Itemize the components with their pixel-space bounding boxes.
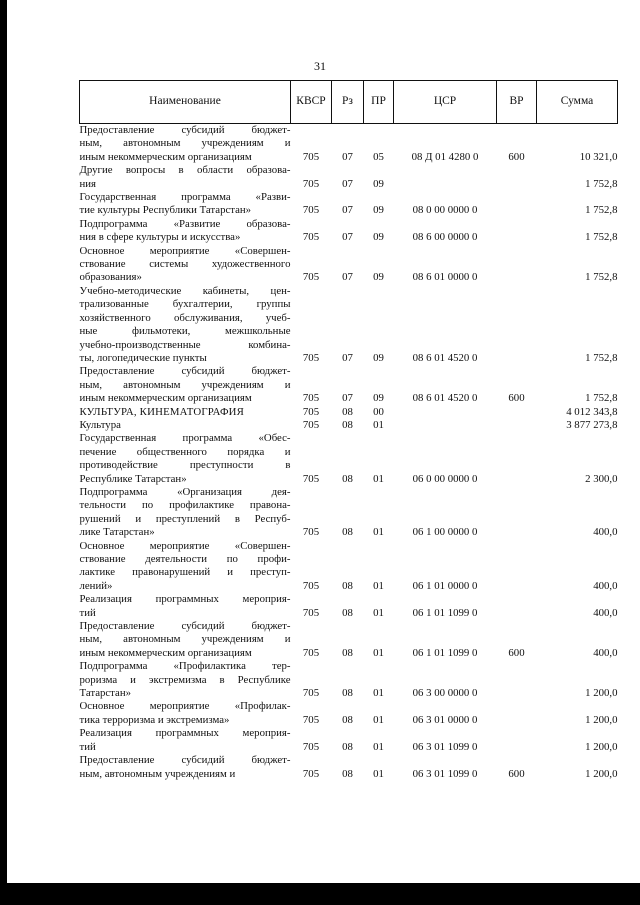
row-csr: 06 1 01 1099 0 <box>412 646 478 659</box>
row-csr: 06 3 01 1099 0 <box>412 740 478 753</box>
row-csr <box>394 406 497 419</box>
row-name-line: трализованные бухгалтерии, группы <box>79 298 291 311</box>
row-name-line: Республике Татарстан» <box>79 472 187 485</box>
row-kvsr: 705 <box>302 526 320 539</box>
row-kvsr: 705 <box>302 767 320 780</box>
page-number: 31 <box>314 59 326 73</box>
row-rz: 08 <box>342 526 353 539</box>
row-name-line: Предоставление субсидий бюджет- <box>79 124 291 136</box>
row-vr <box>497 406 537 419</box>
row-name <box>80 432 291 486</box>
row-csr: 06 3 01 1099 0 <box>412 767 478 780</box>
row-csr: 06 1 00 0000 0 <box>412 526 478 539</box>
row-name-line: ные фильмотеки, межшкольные <box>79 325 291 338</box>
row-name-line: Татарстан» <box>79 687 131 700</box>
row-csr: 08 6 01 0000 0 <box>412 271 478 284</box>
row-name-line: Государственная программа «Разви- <box>79 191 291 204</box>
row-kvsr: 705 <box>302 271 320 284</box>
table-row <box>80 593 618 620</box>
row-rz: 08 <box>342 472 353 485</box>
scan-left-edge <box>0 0 7 905</box>
row-vr <box>497 245 537 285</box>
row-name <box>80 660 291 700</box>
row-rz: 07 <box>342 231 353 244</box>
row-pr: 01 <box>373 472 384 485</box>
table-row <box>80 700 618 727</box>
row-name-line: хозяйственного обслуживания, учеб- <box>79 311 291 324</box>
row-csr: 08 6 00 0000 0 <box>412 231 478 244</box>
row-name <box>80 191 291 218</box>
row-name-line: ным, автономным учреждениям и <box>79 378 291 391</box>
row-vr: 600 <box>508 646 525 659</box>
table-row <box>80 164 618 191</box>
row-rz: 07 <box>342 271 353 284</box>
row-sum: 1 200,0 <box>585 687 618 700</box>
row-rz: 08 <box>342 405 353 418</box>
row-kvsr: 705 <box>302 472 320 485</box>
row-name <box>80 365 291 405</box>
row-name-line: печение общественного порядка и <box>79 445 291 458</box>
row-csr: 08 6 01 4520 0 <box>412 351 478 364</box>
row-sum: 1 200,0 <box>585 713 618 726</box>
row-pr: 09 <box>373 351 384 364</box>
row-name-line: иным некоммерческим организациям <box>79 392 252 405</box>
row-vr <box>497 419 537 432</box>
row-pr: 09 <box>373 231 384 244</box>
row-vr: 600 <box>508 150 525 163</box>
header-pr: ПР <box>364 81 394 124</box>
row-pr: 09 <box>373 271 384 284</box>
row-name-line: Основное мероприятие «Совершен- <box>79 539 291 552</box>
row-name <box>80 164 291 191</box>
row-name-line: роризма и экстремизма в Республике <box>79 673 291 686</box>
table-row <box>80 124 618 165</box>
row-vr <box>497 727 537 754</box>
row-csr: 06 3 01 0000 0 <box>412 713 478 726</box>
row-name <box>80 486 291 540</box>
row-kvsr: 705 <box>302 405 320 418</box>
table-row <box>80 727 618 754</box>
header-name: Наименование <box>80 81 291 124</box>
row-rz: 08 <box>342 767 353 780</box>
row-name-line: Предоставление субсидий бюджет- <box>79 754 291 767</box>
row-csr: 08 0 00 0000 0 <box>412 204 478 217</box>
row-kvsr: 705 <box>302 579 320 592</box>
row-rz: 08 <box>342 606 353 619</box>
row-vr: 600 <box>508 392 525 405</box>
header-kvsr: КВСР <box>291 81 332 124</box>
row-name-line: учебно-производственные комбина- <box>79 338 291 351</box>
row-pr: 01 <box>373 740 384 753</box>
table-row <box>80 432 618 486</box>
row-csr: 08 6 01 4520 0 <box>412 392 478 405</box>
row-name <box>80 620 291 660</box>
row-sum: 4 012 343,8 <box>566 405 618 418</box>
row-name-line: КУЛЬТУРА, КИНЕМАТОГРАФИЯ <box>79 405 245 418</box>
table-row <box>80 660 618 700</box>
row-rz: 07 <box>342 351 353 364</box>
row-pr: 01 <box>373 646 384 659</box>
row-name-line: рушений и преступлений в Респуб- <box>79 512 291 525</box>
row-name-line: ным, автономным учреждениям и <box>79 633 291 646</box>
row-pr: 01 <box>373 579 384 592</box>
header-csr: ЦСР <box>394 81 497 124</box>
row-name-line: Другие вопросы в области образова- <box>79 164 291 177</box>
row-name <box>80 124 291 165</box>
row-kvsr: 705 <box>302 204 320 217</box>
row-csr: 06 0 00 0000 0 <box>412 472 478 485</box>
row-name-line: тие культуры Республики Татарстан» <box>79 204 252 217</box>
table-row <box>80 191 618 218</box>
row-name-line: тика терроризма и экстремизма» <box>79 713 230 726</box>
row-name-line: образования» <box>79 271 142 284</box>
row-sum: 1 200,0 <box>585 740 618 753</box>
row-vr <box>497 218 537 245</box>
row-rz: 08 <box>342 687 353 700</box>
row-pr: 01 <box>373 606 384 619</box>
row-kvsr: 705 <box>302 231 320 244</box>
row-vr <box>497 285 537 365</box>
table-row <box>80 540 618 594</box>
row-sum: 10 321,0 <box>579 150 618 163</box>
row-name <box>80 406 291 419</box>
row-name-line: Государственная программа «Обес- <box>79 432 291 445</box>
row-kvsr: 705 <box>302 740 320 753</box>
row-name-line: Подпрограмма «Организация дея- <box>79 485 291 498</box>
row-name-line: Подпрограмма «Развитие образова- <box>79 217 291 230</box>
row-sum: 400,0 <box>593 606 618 619</box>
row-sum: 3 877 273,8 <box>566 418 618 431</box>
row-name <box>80 540 291 594</box>
row-pr: 01 <box>373 418 384 431</box>
row-kvsr: 705 <box>302 713 320 726</box>
row-rz: 08 <box>342 579 353 592</box>
table-row <box>80 754 618 781</box>
row-vr <box>497 432 537 486</box>
row-sum: 1 752,8 <box>585 177 618 190</box>
row-name-line: тий <box>79 606 96 619</box>
row-name-line: противодействие преступности в <box>79 459 291 472</box>
row-name-line: ты, логопедические пункты <box>79 351 207 364</box>
row-name <box>80 593 291 620</box>
row-sum: 2 300,0 <box>585 472 618 485</box>
row-pr: 00 <box>373 405 384 418</box>
table-row <box>80 406 618 419</box>
header-sum: Сумма <box>537 81 618 124</box>
table-row <box>80 620 618 660</box>
row-kvsr: 705 <box>302 606 320 619</box>
row-name-line: Культура <box>79 418 121 431</box>
row-pr: 09 <box>373 204 384 217</box>
table-row <box>80 419 618 432</box>
row-rz: 07 <box>342 177 353 190</box>
row-name-line: лактике правонарушений и преступ- <box>79 566 291 579</box>
table-row <box>80 285 618 365</box>
row-csr <box>394 419 497 432</box>
row-pr: 01 <box>373 526 384 539</box>
row-pr: 01 <box>373 767 384 780</box>
row-vr: 600 <box>508 767 525 780</box>
row-name <box>80 700 291 727</box>
row-name <box>80 285 291 365</box>
row-vr <box>497 700 537 727</box>
row-vr <box>497 164 537 191</box>
row-name-line: Учебно-методические кабинеты, цен- <box>79 284 291 297</box>
row-name-line: лений» <box>79 579 113 592</box>
table-body <box>80 124 618 781</box>
row-name-line: Основное мероприятие «Совершен- <box>79 244 291 257</box>
row-pr: 09 <box>373 177 384 190</box>
row-name-line: ным, автономным учреждениям и <box>79 137 291 150</box>
row-sum: 1 200,0 <box>585 767 618 780</box>
row-csr: 08 Д 01 4280 0 <box>411 150 479 163</box>
row-vr <box>497 540 537 594</box>
row-csr: 06 1 01 1099 0 <box>412 606 478 619</box>
header-vr: ВР <box>497 81 537 124</box>
row-name-line: ния <box>79 177 97 190</box>
row-vr <box>497 660 537 700</box>
row-name-line: иным некоммерческим организациям <box>79 150 252 163</box>
scan-bottom-edge <box>0 883 640 905</box>
row-csr: 06 3 00 0000 0 <box>412 687 478 700</box>
row-name-line: тий <box>79 740 96 753</box>
row-name-line: Реализация программных мероприя- <box>79 593 291 606</box>
row-rz: 07 <box>342 150 353 163</box>
row-name-line: иным некоммерческим организациям <box>79 646 252 659</box>
row-pr: 05 <box>373 150 384 163</box>
row-name <box>80 245 291 285</box>
row-name-line: Подпрограмма «Профилактика тер- <box>79 660 291 673</box>
row-rz: 08 <box>342 713 353 726</box>
row-name-line: ствование системы художественного <box>79 258 291 271</box>
row-rz: 08 <box>342 646 353 659</box>
row-name <box>80 218 291 245</box>
table-row <box>80 486 618 540</box>
row-pr: 09 <box>373 392 384 405</box>
row-name <box>80 419 291 432</box>
row-pr: 01 <box>373 713 384 726</box>
row-rz: 08 <box>342 418 353 431</box>
row-pr: 01 <box>373 687 384 700</box>
row-kvsr: 705 <box>302 150 320 163</box>
row-name-line: лике Татарстан» <box>79 526 155 539</box>
row-name-line: Основное мероприятие «Профилак- <box>79 700 291 713</box>
row-vr <box>497 593 537 620</box>
row-name <box>80 727 291 754</box>
row-kvsr: 705 <box>302 646 320 659</box>
row-sum: 400,0 <box>593 526 618 539</box>
row-kvsr: 705 <box>302 351 320 364</box>
row-csr <box>394 164 497 191</box>
row-name-line: Предоставление субсидий бюджет- <box>79 620 291 633</box>
row-sum: 400,0 <box>593 579 618 592</box>
row-name-line: ным, автономным учреждениям и <box>79 767 236 780</box>
row-sum: 1 752,8 <box>585 204 618 217</box>
row-name-line: тельности по профилактике правона- <box>79 499 291 512</box>
row-name-line: Предоставление субсидий бюджет- <box>79 365 291 378</box>
budget-table <box>79 80 618 781</box>
row-kvsr: 705 <box>302 418 320 431</box>
table-row <box>80 245 618 285</box>
row-name-line: ния в сфере культуры и искусства» <box>79 231 241 244</box>
header-rz: Рз <box>332 81 364 124</box>
row-kvsr: 705 <box>302 177 320 190</box>
row-sum: 1 752,8 <box>585 271 618 284</box>
row-sum: 1 752,8 <box>585 351 618 364</box>
table-row <box>80 218 618 245</box>
row-kvsr: 705 <box>302 687 320 700</box>
row-sum: 1 752,8 <box>585 392 618 405</box>
row-name-line: ствование деятельности по профи- <box>79 553 291 565</box>
row-sum: 400,0 <box>593 646 618 659</box>
row-rz: 07 <box>342 204 353 217</box>
row-rz: 08 <box>342 740 353 753</box>
table-header-row <box>80 81 618 124</box>
row-sum: 1 752,8 <box>585 231 618 244</box>
row-name <box>80 754 291 781</box>
row-csr: 06 1 01 0000 0 <box>412 579 478 592</box>
row-rz: 07 <box>342 392 353 405</box>
row-name-line: Реализация программных мероприя- <box>79 727 291 740</box>
row-vr <box>497 191 537 218</box>
table-row <box>80 365 618 405</box>
row-kvsr: 705 <box>302 392 320 405</box>
row-vr <box>497 486 537 540</box>
